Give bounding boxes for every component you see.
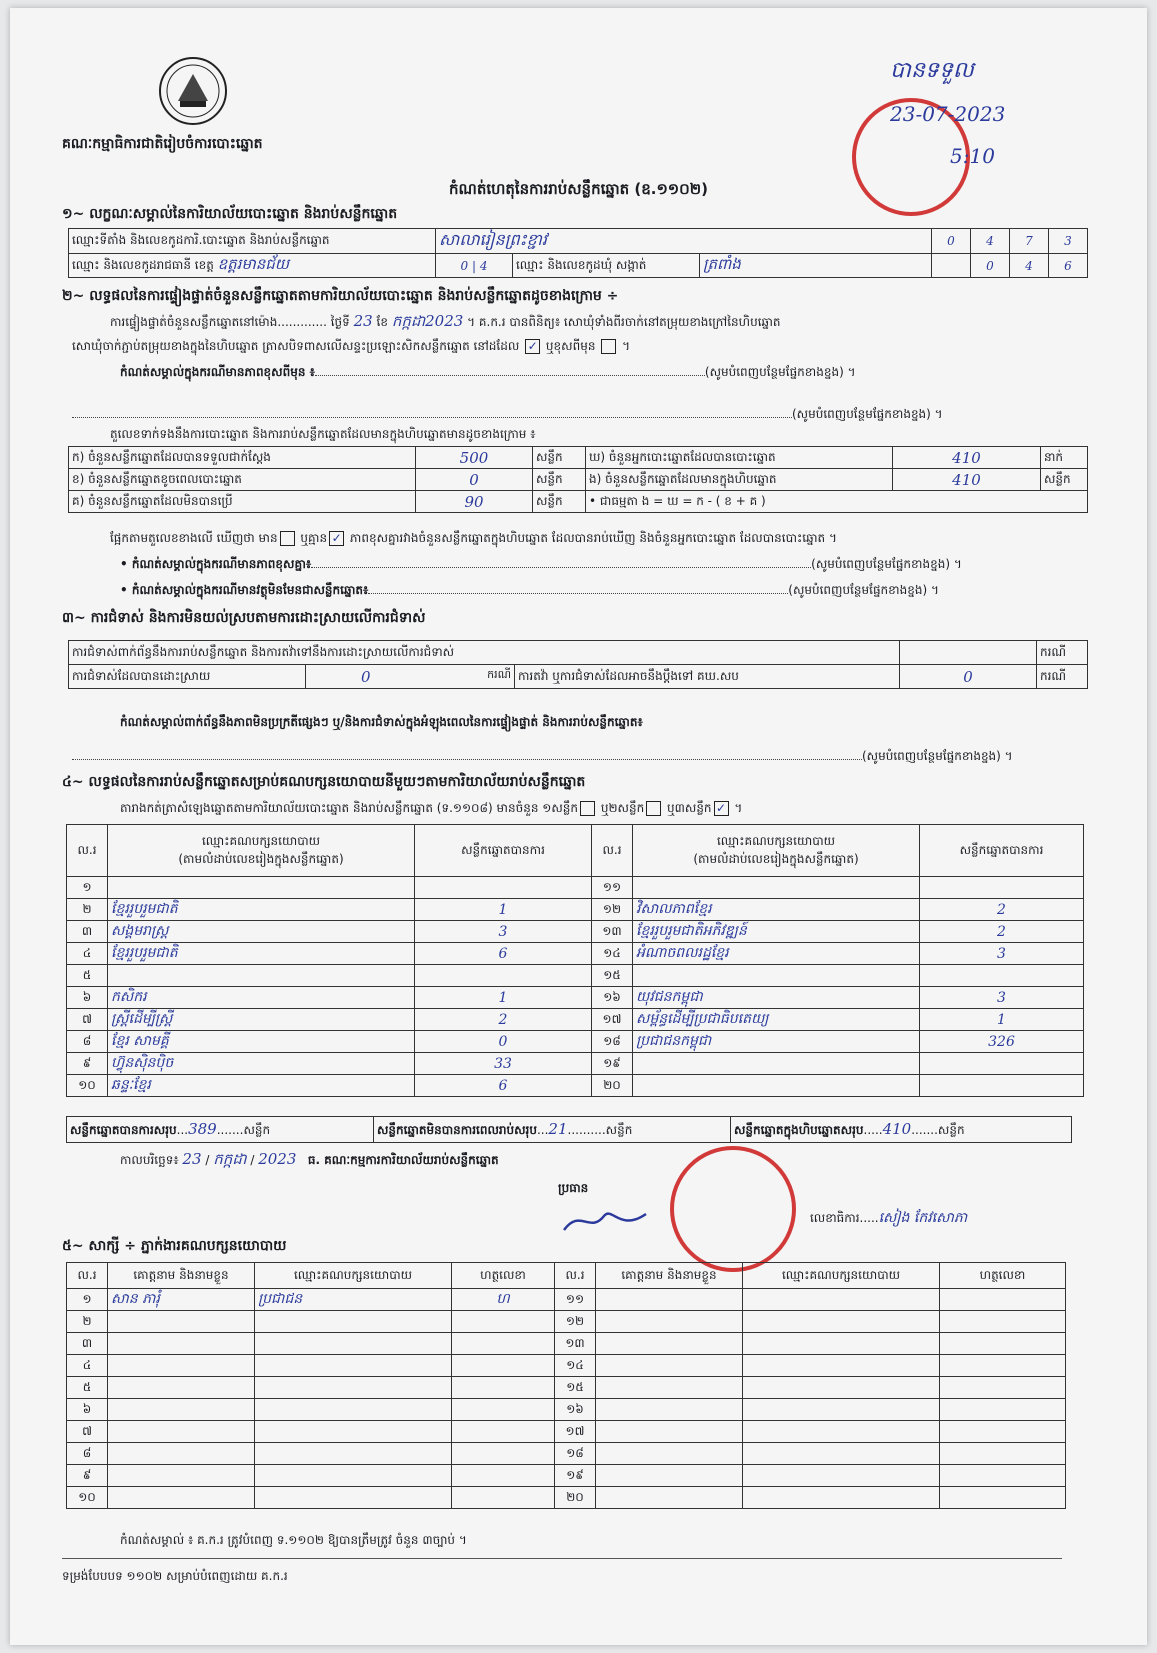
vote-count: [920, 1053, 1084, 1075]
figure-value-b: 0: [416, 469, 533, 491]
total-valid: សន្លឹកឆ្នោតបានការសរុប...389.......សន្លឹក: [67, 1117, 374, 1143]
figures-row: [69, 469, 1088, 491]
w-col-sign-left: ហត្ថលេខា: [452, 1263, 555, 1289]
vote-party: សម្ព័ន្ធដើម្បីប្រជាធិបតេយ្យ: [633, 1009, 920, 1031]
vote-no: ៨: [67, 1031, 108, 1053]
witness-party: [255, 1487, 452, 1509]
witness-sign: [940, 1487, 1066, 1509]
vote-no: ១៣: [592, 921, 633, 943]
vote-party: [633, 1053, 920, 1075]
section2-bullet2: • កំណត់សម្គាល់ក្នុងករណីមានវត្ថុមិនមែនជាសន្លឹកឆ្នោត៖ (សូមបំពេញបន្ថែមផ្នែកខាងខ្នង) ។: [120, 583, 939, 597]
vote-count: [415, 965, 592, 987]
province-label: ឈ្មោះ និងលេខកូដរាជធានី ខេត្ត ឧត្តរមានជ័យ: [69, 254, 436, 278]
check-month: កក្កដា: [391, 312, 426, 330]
witness-name: [108, 1421, 255, 1443]
figure-value-c: 90: [416, 491, 533, 513]
vote-count: 326: [920, 1031, 1084, 1053]
vote-no: ៣: [67, 921, 108, 943]
col-no-right: ល.រ: [592, 825, 633, 877]
vote-party: សង្គមរាស្ត្រ: [108, 921, 415, 943]
objection-row1-case: ករណី: [1037, 641, 1088, 665]
witness-party: [743, 1399, 940, 1421]
figure-unit-e: សន្លឹក: [1041, 469, 1088, 491]
witness-no: ២: [67, 1311, 108, 1333]
witness-name: សាន ភារុំ: [108, 1289, 255, 1311]
vote-party: ប្រជាជនកម្ពុជា: [633, 1031, 920, 1053]
col-party-right: ឈ្មោះគណបក្សនយោបាយ (តាមលំដាប់លេខរៀងក្នុងសន្លឹកឆ្នោត): [633, 825, 920, 877]
w-col-party-right: ឈ្មោះគណបក្សនយោបាយ: [743, 1263, 940, 1289]
figure-value-e: 410: [893, 469, 1041, 491]
total-box: សន្លឹកឆ្នោតក្នុងហិបឆ្នោតសរុប.....410.......សន្លឹក: [731, 1117, 1072, 1143]
office-code-2: 4: [971, 229, 1010, 254]
witness-party: [743, 1465, 940, 1487]
w-col-no-left: ល.រ: [67, 1263, 108, 1289]
witness-party: [743, 1377, 940, 1399]
witness-party: [255, 1421, 452, 1443]
date-line: កាលបរិច្ឆេទ៖ 23 / កក្កដា / 2023 ធ. គណៈកម្មការការិយាល័យរាប់សន្លឹកឆ្នោត: [120, 1150, 499, 1168]
witness-sign: [940, 1333, 1066, 1355]
witness-row: [67, 1333, 1066, 1355]
sheets-3-checkbox[interactable]: ✓: [714, 801, 729, 816]
discrepancy-yes-checkbox[interactable]: [280, 531, 295, 546]
witness-sign: ហ: [452, 1289, 555, 1311]
col-party-left: ឈ្មោះគណបក្សនយោបាយ (តាមលំដាប់លេខរៀងក្នុងសន្លឹកឆ្នោត): [108, 825, 415, 877]
witness-party: [255, 1443, 452, 1465]
votes-body: [67, 877, 1084, 1097]
section4-sub: តារាងកត់ត្រាសំឡេងឆ្នោតតាមការិយាល័យបោះឆ្នោត និងរាប់សន្លឹកឆ្នោត (ទ.១១០៨) មានចំនួន ១សន្លឹក ឬ២សន្លឹក ឬ៣សន្លឹក ✓ ។: [120, 801, 743, 815]
vote-count: 2: [415, 1009, 592, 1031]
vote-count: 6: [415, 1075, 592, 1097]
witness-name: [108, 1311, 255, 1333]
col-votes-left: សន្លឹកឆ្នោតបានការ: [415, 825, 592, 877]
vote-row: [67, 965, 1084, 987]
figure-unit-d: នាក់: [1041, 447, 1088, 469]
figure-label-a: ក) ចំនួនសន្លឹកឆ្នោតដែលបានទទួលជាក់ស្តែង: [69, 447, 416, 469]
vote-party: ខ្មែររួបរួមជាតិ: [108, 943, 415, 965]
vote-row: [67, 1009, 1084, 1031]
received-note: បានទទួល: [890, 58, 974, 83]
witness-name: [596, 1355, 743, 1377]
witness-sign: [940, 1355, 1066, 1377]
witness-party: [743, 1289, 940, 1311]
vote-party: ខ្មែរ សាមគ្គី: [108, 1031, 415, 1053]
vote-row: [67, 921, 1084, 943]
witness-no: ១៤: [555, 1355, 596, 1377]
vote-no: ៩: [67, 1053, 108, 1075]
office-value: សាលារៀនព្រះខ្ជាវ: [436, 229, 932, 254]
witness-party: [255, 1333, 452, 1355]
vote-count: [920, 1075, 1084, 1097]
figure-value-a: 500: [416, 447, 533, 469]
footnote: កំណត់សម្គាល់ ៖ គ.ក.រ ត្រូវបំពេញ ទ.១១០២ ឱ្យបានត្រឹមត្រូវ ចំនួន ៣ច្បាប់ ។: [120, 1533, 467, 1547]
vote-row: [67, 1053, 1084, 1075]
votes-table: [66, 824, 1084, 1097]
witness-row: [67, 1289, 1066, 1311]
vote-row: [67, 943, 1084, 965]
vote-count: 3: [415, 921, 592, 943]
appeal-label: ការតវ៉ា ឬការជំទាស់ដែលអាចនឹងប្តឹងទៅ គឃ.សប: [515, 665, 900, 689]
witness-no: ៩: [67, 1465, 108, 1487]
vote-party: [108, 965, 415, 987]
witness-name: [108, 1355, 255, 1377]
vote-no: ១២: [592, 899, 633, 921]
section3-note-line: (សូមបំពេញបន្ថែមផ្នែកខាងខ្នង) ។: [72, 748, 1082, 766]
col-votes-right: សន្លឹកឆ្នោតបានការ: [920, 825, 1084, 877]
witness-party: [743, 1443, 940, 1465]
witness-name: [596, 1311, 743, 1333]
witness-party: [255, 1355, 452, 1377]
commune-label: ឈ្មោះ និងលេខកូដឃុំ សង្កាត់: [513, 254, 700, 278]
witness-sign: [452, 1333, 555, 1355]
section3-note: កំណត់សម្គាល់ពាក់ព័ន្ធនឹងភាពមិនប្រក្រតីផ្សេងៗ ឬ/និងការជំទាស់ក្នុងអំឡុងពេលនៃការផ្ទៀងផ្ទាត់ និងការរាប់សន្លឹកឆ្នោត៖: [120, 715, 643, 729]
office-label: ឈ្មោះទីតាំង និងលេខកូដការិ.បោះឆ្នោត និងរាប់សន្លឹកឆ្នោត: [69, 229, 436, 254]
vote-party: យុវជនកម្ពុជា: [633, 987, 920, 1009]
province-value: ឧត្តរមានជ័យ: [217, 254, 290, 273]
witness-sign: [452, 1311, 555, 1333]
date-month: កក្កដា: [213, 1150, 247, 1168]
office-code-3: 7: [1010, 229, 1049, 254]
vote-count: 2: [920, 921, 1084, 943]
date-day: 23: [182, 1150, 202, 1168]
vote-no: ១៥: [592, 965, 633, 987]
vote-row: [67, 1031, 1084, 1053]
witness-sign: [452, 1355, 555, 1377]
witness-sign: [452, 1421, 555, 1443]
vote-no: ២: [67, 899, 108, 921]
check-year: 2023: [425, 312, 464, 330]
vote-party: អំណាចពលរដ្ឋខ្មែរ: [633, 943, 920, 965]
vote-count: [920, 877, 1084, 899]
vote-count: 6: [415, 943, 592, 965]
witness-party: ប្រជាជន: [255, 1289, 452, 1311]
witness-name: [108, 1487, 255, 1509]
vote-no: ៤: [67, 943, 108, 965]
witness-no: ១៩: [555, 1465, 596, 1487]
witness-name: [596, 1399, 743, 1421]
witness-sign: [452, 1399, 555, 1421]
received-date: 23-07-2023: [890, 102, 1006, 126]
section1-heading: ១~ លក្ខណៈសម្គាល់នៃការិយាល័យបោះឆ្នោត និងរាប់សន្លឹកឆ្នោត: [62, 206, 398, 222]
section3-table: [68, 640, 1088, 689]
discrepancy-no-checkbox[interactable]: ✓: [329, 531, 344, 546]
objection-row1-value: [900, 641, 1037, 665]
witness-name: [596, 1443, 743, 1465]
vote-party: ហ៊្វុនស៊ិនប៉ិច: [108, 1053, 415, 1075]
witness-sign: [940, 1377, 1066, 1399]
witness-no: ៧: [67, 1421, 108, 1443]
vote-row: [67, 1075, 1084, 1097]
witness-name: [596, 1377, 743, 1399]
secretary-name: សៀង កែវសោភា: [878, 1210, 968, 1226]
figure-label-b: ខ) ចំនួនសន្លឹកឆ្នោតខូចពេលបោះឆ្នោត: [69, 469, 416, 491]
witness-row: [67, 1487, 1066, 1509]
witness-no: ៨: [67, 1443, 108, 1465]
witness-table: [66, 1262, 1066, 1509]
witness-row: [67, 1443, 1066, 1465]
w-col-party-left: ឈ្មោះគណបក្សនយោបាយ: [255, 1263, 452, 1289]
witness-party: [743, 1487, 940, 1509]
figure-unit-b: សន្លឹក: [533, 469, 586, 491]
witness-sign: [452, 1487, 555, 1509]
sheets-2-checkbox[interactable]: [646, 801, 661, 816]
witness-name: [108, 1333, 255, 1355]
witness-no: ២០: [555, 1487, 596, 1509]
witness-no: ១៣: [555, 1333, 596, 1355]
unchanged-checkbox[interactable]: ✓: [525, 339, 540, 354]
section2-heading: ២~ លទ្ធផលនៃការផ្ទៀងផ្ទាត់ចំនួនសន្លឹកឆ្នោតតាមការិយាល័យបោះឆ្នោត និងរាប់សន្លឹកឆ្នោតដូចខាងក្រោម ÷: [62, 288, 619, 304]
footer-rule: [62, 1558, 1062, 1559]
chair-label: ប្រធាន: [558, 1181, 589, 1195]
w-col-name-right: គោត្តនាម និងនាមខ្លួន: [596, 1263, 743, 1289]
vote-count: 33: [415, 1053, 592, 1075]
section2-para2: សោឃុំចាក់ភ្ជាប់តម្រុយខាងក្នុងនៃហិបឆ្នោត ត្រាសបិទពាសលើសន្ទះប្រឡោះសិកសន្លឹកឆ្នោត នៅដដែល ✓ ឬខុសពីមុន ។: [72, 339, 630, 353]
witness-name: [596, 1465, 743, 1487]
figure-unit-c: សន្លឹក: [533, 491, 586, 513]
vote-party: ខ្មែររួបរួមជាតិអភិវឌ្ឍន៍: [633, 921, 920, 943]
changed-checkbox[interactable]: [601, 339, 616, 354]
vote-party: ឆន្ទៈខ្មែរ: [108, 1075, 415, 1097]
witness-name: [108, 1377, 255, 1399]
vote-count: [920, 965, 1084, 987]
witness-sign: [940, 1443, 1066, 1465]
witness-no: ៥: [67, 1377, 108, 1399]
vote-no: ១៦: [592, 987, 633, 1009]
witness-no: ១៨: [555, 1443, 596, 1465]
section2-para1: ការផ្ទៀងផ្ទាត់ចំនួនសន្លឹកឆ្នោតនៅម៉ោង............. ថ្ងៃទី 23 ខែ កក្កដា2023 ។ គ.ក.រ បានពិនិត្យ៖ សោឃុំទាំងពីរចាក់នៅតម្រុយខាងក្រៅនៃហិបឆ្នោត: [110, 312, 781, 330]
w-col-name-left: គោត្តនាម និងនាមខ្លួន: [108, 1263, 255, 1289]
vote-party: ខ្មែររួបរួមជាតិ: [108, 899, 415, 921]
office-code-4: 3: [1049, 229, 1088, 254]
section2-note1: កំណត់សម្គាល់ក្នុងករណីមានភាពខុសពីមុន ៖ (សូមបំពេញបន្ថែមផ្នែកខាងខ្នង) ។: [120, 365, 856, 379]
witness-party: [743, 1355, 940, 1377]
commune-value: ត្រពាំង: [700, 254, 932, 278]
col-no-left: ល.រ: [67, 825, 108, 877]
commune-code-1: 0: [971, 254, 1010, 278]
witness-row: [67, 1355, 1066, 1377]
figure-value-d: 410: [893, 447, 1041, 469]
figure-label-e: ង) ចំនួនសន្លឹកឆ្នោតដែលមានក្នុងហិបឆ្នោត: [586, 469, 893, 491]
witness-row: [67, 1311, 1066, 1333]
witness-party: [743, 1311, 940, 1333]
vote-no: ១១: [592, 877, 633, 899]
vote-row: [67, 899, 1084, 921]
vote-no: ១០: [67, 1075, 108, 1097]
witness-party: [255, 1399, 452, 1421]
footer-text: ទម្រង់បែបបទ ១១០២ សម្រាប់បំពេញដោយ គ.ក.រ: [62, 1569, 288, 1583]
witness-no: ១: [67, 1289, 108, 1311]
w-col-sign-right: ហត្ថលេខា: [940, 1263, 1066, 1289]
commune-code-3: 6: [1049, 254, 1088, 278]
witness-sign: [940, 1399, 1066, 1421]
section5-heading: ៥~ សាក្សី ÷ ភ្នាក់ងារគណបក្សនយោបាយ: [62, 1238, 287, 1254]
totals-table: [66, 1116, 1072, 1143]
witness-no: ១១: [555, 1289, 596, 1311]
witness-name: [596, 1487, 743, 1509]
vote-party: វិសាលភាពខ្មែរ: [633, 899, 920, 921]
section2-para5: ផ្អែកតាមតួលេខខាងលើ ឃើញថា មាន ឬគ្មាន ✓ ភាពខុសគ្នារវាងចំនួនសន្លឹកឆ្នោតក្នុងហិបឆ្នោត ដែលបានរាប់ឃើញ និងចំនួនអ្នកបោះឆ្នោត ដែលបានបោះឆ្នោត ។: [110, 531, 837, 545]
witness-sign: [452, 1443, 555, 1465]
vote-count: 1: [415, 899, 592, 921]
witness-sign: [940, 1289, 1066, 1311]
figure-label-c: គ) ចំនួនសន្លឹកឆ្នោតដែលមិនបានប្រើ: [69, 491, 416, 513]
figure-formula: • ជាធម្មតា ង = ឃ = ក - ( ខ + គ ): [586, 491, 1088, 513]
witness-row: [67, 1399, 1066, 1421]
witness-no: ៦: [67, 1399, 108, 1421]
vote-no: ១៨: [592, 1031, 633, 1053]
vote-count: 2: [920, 899, 1084, 921]
vote-no: ៥: [67, 965, 108, 987]
section2-bullet1: • កំណត់សម្គាល់ក្នុងករណីមានភាពខុសគ្នា៖ (សូមបំពេញបន្ថែមផ្នែកខាងខ្នង) ។: [120, 557, 962, 571]
section4-heading: ៤~ លទ្ធផលនៃការរាប់សន្លឹកឆ្នោតសម្រាប់គណបក្សនយោបាយនីមួយៗតាមការិយាល័យរាប់សន្លឹកឆ្នោត: [62, 774, 586, 790]
witness-sign: [940, 1311, 1066, 1333]
resolved-value: 0 ករណី: [306, 665, 515, 689]
office-code-1: 0: [932, 229, 971, 254]
org-name: គណៈកម្មាធិការជាតិរៀបចំការបោះឆ្នោត: [62, 136, 263, 152]
committee-stamp: [670, 1146, 796, 1272]
vote-no: ១៩: [592, 1053, 633, 1075]
witness-row: [67, 1465, 1066, 1487]
commune-code-2: 4: [1010, 254, 1049, 278]
witness-row: [67, 1421, 1066, 1443]
witness-body: [67, 1289, 1066, 1509]
figures-row: [69, 491, 1088, 513]
date-year: 2023: [258, 1150, 297, 1168]
form-title: កំណត់ហេតុនៃការរាប់សន្លឹកឆ្នោត (ឧ.១១០២): [448, 180, 708, 198]
witness-party: [255, 1465, 452, 1487]
nec-logo: [158, 56, 228, 126]
objection-row1-label: ការជំទាស់ពាក់ព័ន្ធនឹងការរាប់សន្លឹកឆ្នោត និងការតវ៉ាទៅនឹងការដោះស្រាយលើការជំទាស់: [69, 641, 900, 665]
section3-heading: ៣~ ការជំទាស់ និងការមិនយល់ស្របតាមការដោះស្រាយលើការជំទាស់: [62, 610, 426, 626]
witness-row: [67, 1377, 1066, 1399]
appeal-value: 0: [900, 665, 1037, 689]
witness-no: ១២: [555, 1311, 596, 1333]
section1-table: [68, 228, 1088, 278]
w-col-no-right: ល.រ: [555, 1263, 596, 1289]
witness-name: [596, 1333, 743, 1355]
vote-no: ៦: [67, 987, 108, 1009]
witness-sign: [940, 1465, 1066, 1487]
sheets-1-checkbox[interactable]: [580, 801, 595, 816]
vote-no: ១៧: [592, 1009, 633, 1031]
witness-sign: [940, 1421, 1066, 1443]
witness-no: ១៦: [555, 1399, 596, 1421]
vote-no: ២០: [592, 1075, 633, 1097]
witness-name: [108, 1465, 255, 1487]
witness-no: ១៥: [555, 1377, 596, 1399]
vote-party: [633, 965, 920, 987]
vote-party: [633, 1075, 920, 1097]
vote-row: [67, 987, 1084, 1009]
blank-cell: [932, 254, 971, 278]
received-time: 5:10: [950, 144, 995, 168]
appeal-case: ករណី: [1037, 665, 1088, 689]
witness-party: [255, 1311, 452, 1333]
vote-row: [67, 877, 1084, 899]
witness-name: [596, 1289, 743, 1311]
witness-no: ៣: [67, 1333, 108, 1355]
total-invalid: សន្លឹកឆ្នោតមិនបានការពេលរាប់សរុប...21..........សន្លឹក: [374, 1117, 731, 1143]
form-page: [10, 8, 1147, 1645]
vote-party: ស្ត្រីដើម្បីស្ត្រី: [108, 1009, 415, 1031]
vote-count: [415, 877, 592, 899]
chair-signature: [560, 1204, 650, 1246]
witness-name: [596, 1421, 743, 1443]
check-day: 23: [353, 312, 373, 330]
vote-party: [633, 877, 920, 899]
vote-party: [108, 877, 415, 899]
witness-name: [108, 1399, 255, 1421]
resolved-label: ការជំទាស់ដែលបានដោះស្រាយ: [69, 665, 306, 689]
vote-count: 0: [415, 1031, 592, 1053]
witness-party: [743, 1333, 940, 1355]
vote-count: 1: [920, 1009, 1084, 1031]
vote-party: កសិករ: [108, 987, 415, 1009]
vote-count: 1: [415, 987, 592, 1009]
vote-no: ១: [67, 877, 108, 899]
vote-no: ១៤: [592, 943, 633, 965]
figures-row: [69, 447, 1088, 469]
witness-no: ៤: [67, 1355, 108, 1377]
witness-party: [255, 1377, 452, 1399]
witness-name: [108, 1443, 255, 1465]
witness-no: ១០: [67, 1487, 108, 1509]
witness-sign: [452, 1465, 555, 1487]
figure-label-d: ឃ) ចំនួនអ្នកបោះឆ្នោតដែលបានបោះឆ្នោត: [586, 447, 893, 469]
section2-para4: តួលេខទាក់ទងនឹងការបោះឆ្នោត និងការរាប់សន្លឹកឆ្នោតដែលមានក្នុងហិបឆ្នោតមានដូចខាងក្រោម ៖: [110, 427, 536, 441]
vote-count: 3: [920, 943, 1084, 965]
ballot-figures-table: [68, 446, 1088, 513]
vote-no: ៧: [67, 1009, 108, 1031]
section2-para3: (សូមបំពេញបន្ថែមផ្នែកខាងខ្នង) ។: [72, 406, 1072, 424]
witness-party: [743, 1421, 940, 1443]
secretary-line: លេខាធិការ.....សៀង កែវសោភា: [810, 1210, 968, 1226]
figure-unit-a: សន្លឹក: [533, 447, 586, 469]
vote-count: 3: [920, 987, 1084, 1009]
province-codes: 0 | 4: [436, 254, 513, 278]
witness-sign: [452, 1377, 555, 1399]
witness-no: ១៧: [555, 1421, 596, 1443]
